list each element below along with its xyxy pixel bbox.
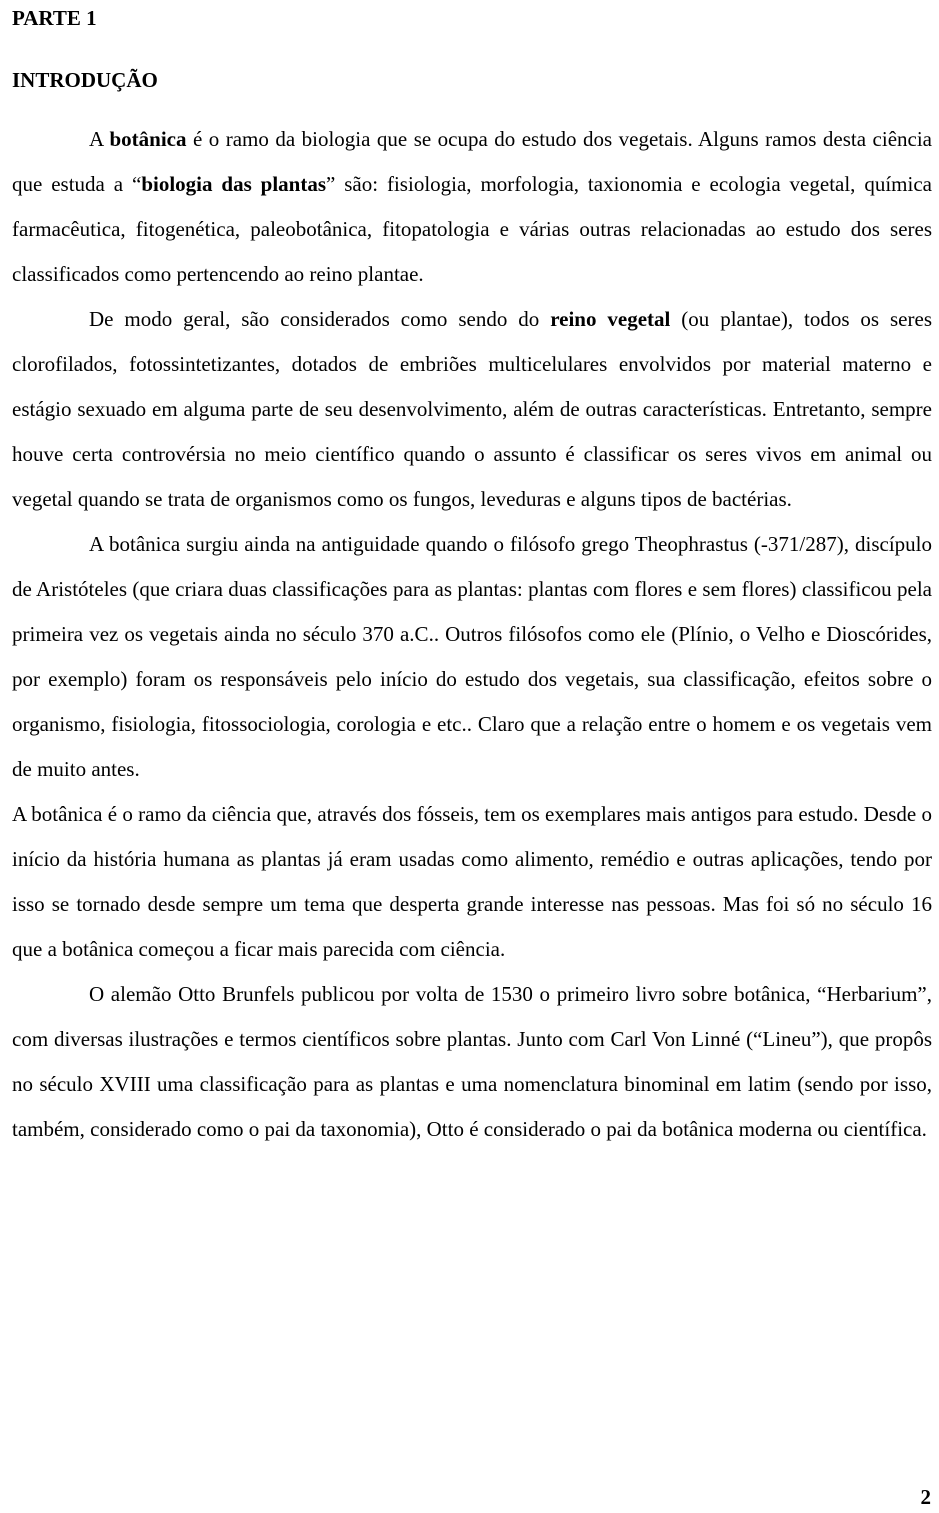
paragraph-1-text-c: é o ramo da biologia que se ocupa do estudo dos vegetais. Alguns ramos desta ciência que estuda a “ bbox=[12, 127, 932, 196]
part-heading: PARTE 1 bbox=[12, 6, 97, 30]
paragraph-1-text-e: ” são: fisiologia, morfologia, taxionomia e ecologia vegetal, química farmacêutica, fitogenética, paleobotânica, fitopatologia e várias outras relacionadas ao estudo dos seres classificados como pertencendo ao reino plantae. bbox=[12, 172, 932, 286]
body-text bbox=[12, 117, 932, 1152]
paragraph-4: A botânica é o ramo da ciência que, através dos fósseis, tem os exemplares mais antigos para estudo. Desde o início da história humana as plantas já eram usadas como alimento, remédio e outras aplicações, tendo por isso se tornado desde sempre um tema que desperta grande interesse nas pessoas. Mas foi só no século 16 que a botânica começou a ficar mais parecida com ciência. bbox=[12, 802, 932, 961]
paragraph-5: O alemão Otto Brunfels publicou por volta de 1530 o primeiro livro sobre botânica, “Herbarium”, com diversas ilustrações e termos científicos sobre plantas. Junto com Carl Von Linné (“Lineu”), que propôs no século XVIII uma classificação para as plantas e uma nomenclatura binominal em latim (sendo por isso, também, considerado como o pai da taxonomia), Otto é considerado o pai da botânica moderna ou científica. bbox=[12, 982, 932, 1141]
paragraph-2-text-c: (ou plantae), todos os seres clorofilados, fotossintetizantes, dotados de embriões multicelulares envolvidos por material materno e estágio sexuado em alguma parte de seu desenvolvimento, além de outras características. Entretanto, sempre houve certa controvérsia no meio científico quando o assunto é classificar os seres vivos em animal ou vegetal quando se trata de organismos como os fungos, leveduras e alguns tipos de bactérias. bbox=[12, 307, 932, 511]
paragraph-1 bbox=[12, 117, 932, 297]
section-heading: INTRODUÇÃO bbox=[12, 68, 158, 92]
paragraph-2-text-a: De modo geral, são considerados como sendo do bbox=[89, 307, 551, 331]
term-biologia-das-plantas: biologia das plantas bbox=[141, 172, 327, 196]
term-reino-vegetal: reino vegetal bbox=[550, 307, 671, 331]
term-botanica: botânica bbox=[109, 127, 187, 151]
paragraph-3: A botânica surgiu ainda na antiguidade quando o filósofo grego Theophrastus (-371/287), discípulo de Aristóteles (que criara duas classificações para as plantas: plantas com flores e sem flores) classificou pela primeira vez os vegetais ainda no século 370 a.C.. Outros filósofos como ele (Plínio, o Velho e Dioscórides, por exemplo) foram os responsáveis pelo início do estudo dos vegetais, sua classificação, efeitos sobre o organismo, fisiologia, fitossociologia, corologia e etc.. Claro que a relação entre o homem e os vegetais vem de muito antes. bbox=[12, 532, 932, 781]
paragraph-2 bbox=[12, 297, 932, 522]
paragraph-1-text-a: A bbox=[89, 127, 110, 151]
page-number: 2 bbox=[920, 1485, 931, 1509]
